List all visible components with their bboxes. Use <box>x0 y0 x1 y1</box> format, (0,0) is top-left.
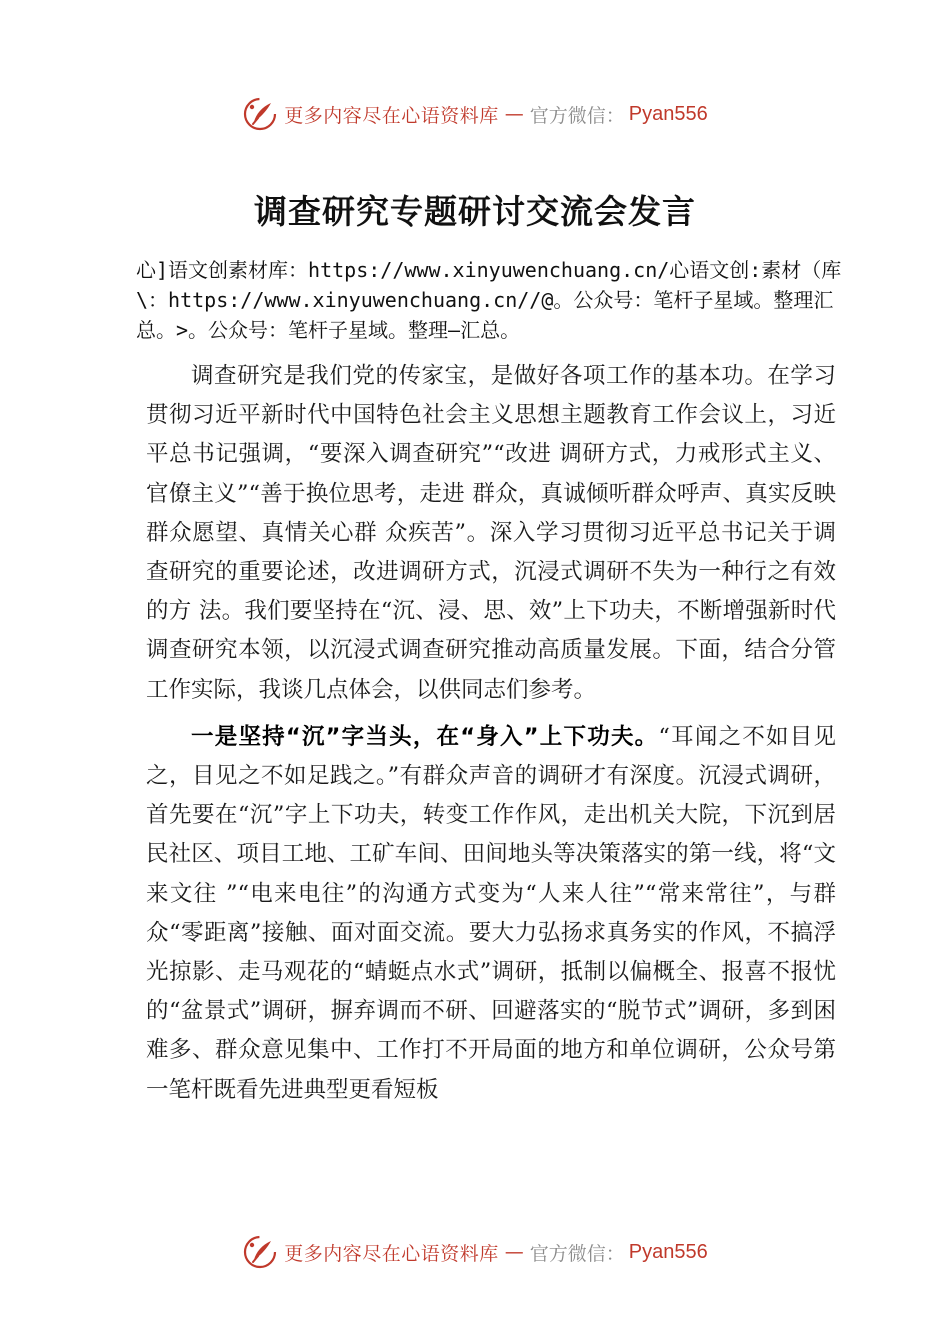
paragraph-intro <box>146 357 836 710</box>
banner-wechat-id: Pyan556 <box>628 102 708 125</box>
banner-separator: — <box>504 103 524 125</box>
document-body <box>146 357 836 1118</box>
header-banner[interactable] <box>0 92 950 136</box>
paragraph-text: 调查研究是我们党的传家宝，是做好各项工作的基本功。在学习贯彻习近平新时代中国特色社会主义思想主题教育工作会议上，习近平总书记强调，“要深入调查研究”“改进 调研方式，力戒形式主义、官僚主义”“善于换位思考，走进 群众，真诚倾听群众呼声、真实反映群众愿望、真情关心群 众疾苦”。深入学习贯彻习近平总书记关于调查研究的重要论述，改进调研方式，沉浸式调研不失为一种行之有效的方 法。我们要坚持在“沉、浸、思、效”上下功夫，不断增强新时代调查研究本领，以沉浸式调查研究推动高质量发展。下面，结合分管工作实际，我谈几点体会，以供同志们参考。 <box>146 363 836 703</box>
banner-wechat-id: Pyan556 <box>628 1240 708 1263</box>
paragraph-lead-heading: 一是坚持“沉”字当头，在“身入”上下功夫。 <box>191 723 659 750</box>
banner-separator: — <box>504 1241 524 1263</box>
quill-pen-icon <box>242 1234 278 1270</box>
paragraph-text: “耳闻之不如目见之，目见之不如足践之。”有群众声音的调研才有深度。沉浸式调研，首先要在“沉”字上下功夫，转变工作作风，走出机关大院，下沉到居民社区、项目工地、工矿车间、田间地头等决策落实的第一线，将“文来文往 ”“电来电往”的沟通方式变为“人来人往”“常来常往”，与群众“零距离”接触、面对面交流。要大力弘扬求真务实的作风，不搞浮光掠影、走马观花的“蜻蜓点水式”调研，抵制以偏概全、报喜不报忧的“盆景式”调研，摒弃调而不研、回避落实的“脱节式”调研，多到困难多、群众意见集中、工作打不开局面的地方和单位调研，公众号第一笔杆既看先进典型更看短板 <box>146 723 836 1103</box>
banner-slogan: 更多内容尽在心语资料库 <box>284 104 499 127</box>
source-note: 心]语文创素材库：https://www.xinyuwenchuang.cn/心语文创:素材（库\：https://www.xinyuwenchuang.cn//@。公众号：笔杆子星域。整理汇总。>。公众号：笔杆子星域。整理—汇总。 <box>136 258 842 342</box>
banner-wechat-label: 官方微信： <box>529 1242 625 1265</box>
document-title: 调查研究专题研讨交流会发言 <box>254 192 696 231</box>
footer-banner[interactable] <box>0 1230 950 1274</box>
quill-pen-icon <box>242 96 278 132</box>
paragraph-point-1 <box>146 718 836 1110</box>
banner-slogan: 更多内容尽在心语资料库 <box>284 1242 499 1265</box>
banner-wechat-label: 官方微信： <box>529 104 625 127</box>
